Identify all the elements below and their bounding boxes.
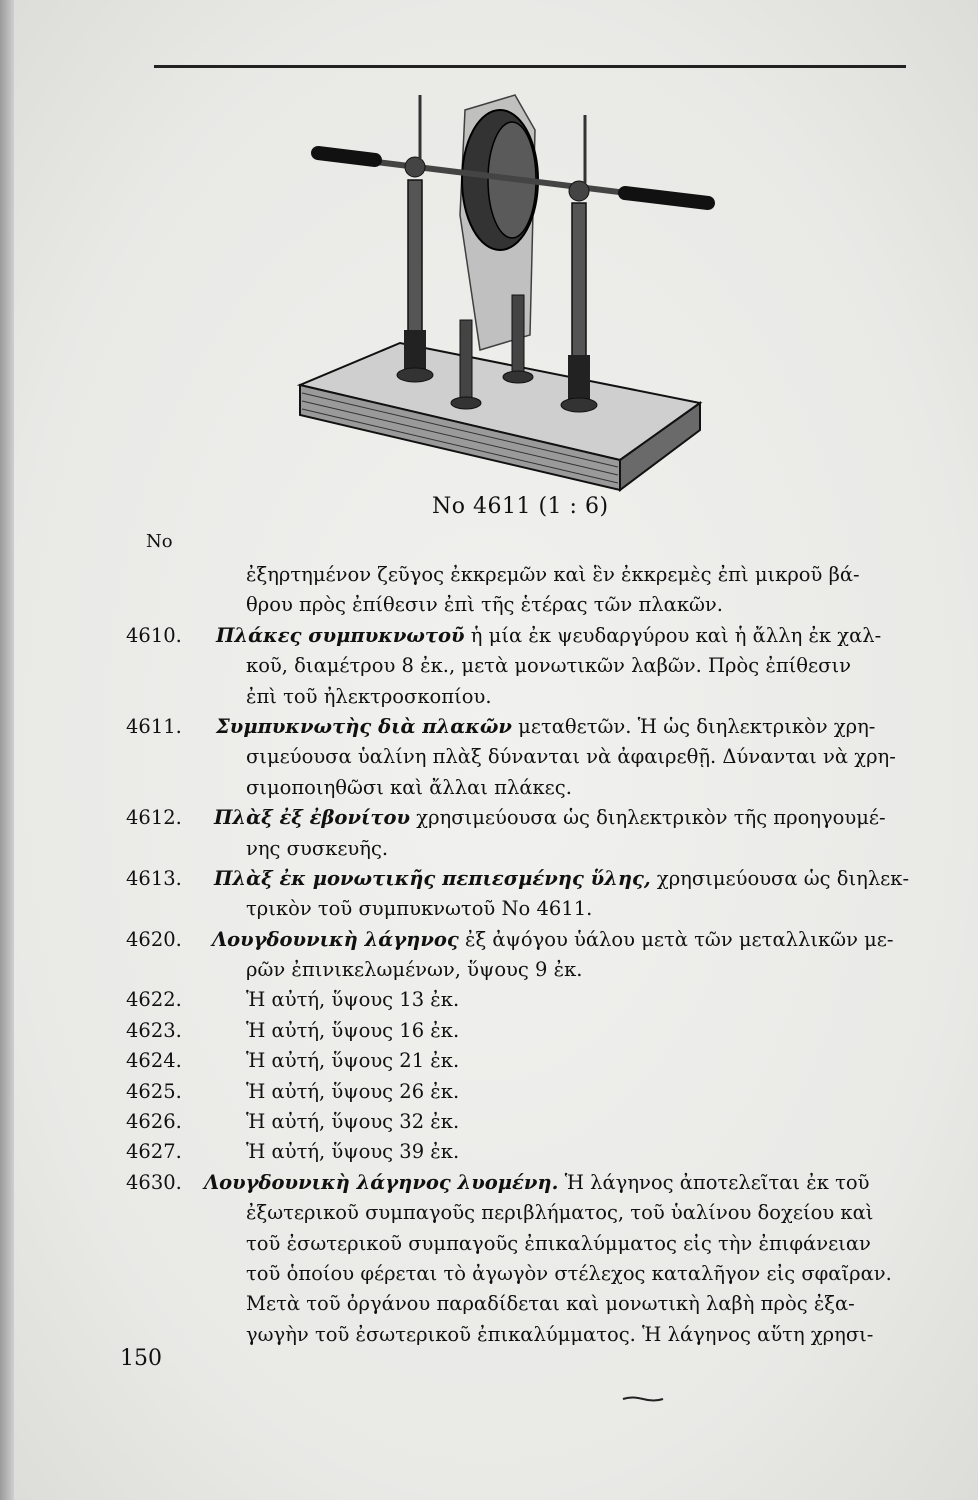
entry-4624: 4624. Ἡ αὐτή, ὕψους 21 ἐκ. — [126, 1046, 906, 1076]
entry-4620: 4620. Λουγδουνικὴ λάγηνος ἐξ ἀψόγου ὑάλου μετὰ τῶν μεταλλικῶν με- — [126, 925, 906, 955]
entry-number: 4624. — [126, 1049, 182, 1073]
text-line: κοῦ, διαμέτρου 8 ἐκ., μετὰ μονωτικῶν λαβῶν. Πρὸς ἐπίθεσιν — [246, 654, 851, 678]
entry-title: Πλάκες συμπυκνωτοῦ — [216, 623, 465, 647]
text-line: νης συσκευῆς. — [246, 836, 389, 860]
text-line: τοῦ ὁποίου φέρεται τὸ ἀγωγὸν στέλεχος καταλῆγον εἰς σφαῖραν. — [246, 1261, 892, 1285]
binding-gutter — [0, 0, 14, 1500]
entry-title: Πλὰξ ἐξ ἐβονίτου — [214, 806, 411, 830]
entry-4612: 4612. Πλὰξ ἐξ ἐβονίτου χρησιμεύουσα ὡς διηλεκτρικὸν τῆς προηγουμέ- — [126, 803, 906, 833]
entry-number: 4623. — [126, 1018, 182, 1042]
entry-4622: 4622. Ἡ αὐτή, ὕψους 13 ἐκ. — [126, 985, 906, 1015]
text-line: σιμεύουσα ὑαλίνη πλὰξ δύνανται νὰ ἀφαιρεθῇ. Δύνανται νὰ χρη- — [246, 745, 896, 769]
entry-title: Συμπυκνωτὴς διὰ πλακῶν — [216, 714, 512, 738]
condenser-illustration — [290, 85, 730, 500]
text-line: ἐξηρτημένον ζεῦγος ἐκκρεμῶν καὶ ἓν ἐκκρεμὲς ἐπὶ μικροῦ βά- — [246, 563, 860, 586]
no-label: No — [146, 531, 173, 552]
text-line: γωγὴν τοῦ ἐσωτερικοῦ ἐπικαλύμματος. Ἡ λάγηνος αὕτη χρησι- — [246, 1322, 874, 1346]
text-line: τρικὸν τοῦ συμπυκνωτοῦ No 4611. — [246, 897, 593, 921]
catalog-text — [126, 560, 910, 1350]
top-rule — [154, 65, 906, 68]
page-number: 150 — [120, 1346, 162, 1371]
entry-number: 4622. — [126, 988, 182, 1012]
text-line: ρῶν ἐπινικελωμένων, ὕψους 9 ἐκ. — [246, 958, 583, 982]
entry-4627: 4627. Ἡ αὐτή, ὕψους 39 ἐκ. — [126, 1137, 906, 1167]
entry-4630: 4630. Λουγδουνικὴ λάγηνος λυομένη. Ἡ λάγηνος ἀποτελεῖται ἐκ τοῦ — [126, 1168, 906, 1198]
entry-number: 4626. — [126, 1110, 182, 1134]
entry-4610: 4610. Πλάκες συμπυκνωτοῦ ἡ μία ἐκ ψευδαργύρου καὶ ἡ ἄλλη ἐκ χαλ- — [126, 621, 906, 651]
text-line: ἐπὶ τοῦ ἠλεκτροσκοπίου. — [246, 684, 492, 708]
entry-number: 4612. — [126, 806, 182, 830]
printer-mark — [622, 1395, 664, 1403]
entry-title: Λουγδουνικὴ λάγηνος — [212, 927, 459, 951]
entry-4613: 4613. Πλὰξ ἐκ μονωτικῆς πεπιεσμένης ὕλης, χρησιμεύουσα ὡς διηλεκ- — [126, 864, 906, 894]
text-line: ἐξωτερικοῦ συμπαγοῦς περιβλήματος, τοῦ ὑαλίνου δοχείου καὶ — [246, 1201, 874, 1225]
entry-title: Λουγδουνικὴ λάγηνος λυομένη. — [204, 1170, 559, 1194]
text-line: Μετὰ τοῦ ὀργάνου παραδίδεται καὶ μονωτικὴ λαβὴ πρὸς ἐξα- — [246, 1292, 855, 1316]
figure-caption: No 4611 (1 : 6) — [432, 494, 609, 519]
entry-4626: 4626. Ἡ αὐτή, ὕψους 32 ἐκ. — [126, 1107, 906, 1137]
entry-title: Πλὰξ ἐκ μονωτικῆς πεπιεσμένης ὕλης, — [214, 866, 651, 890]
entry-4611: 4611. Συμπυκνωτὴς διὰ πλακῶν μεταθετῶν. Ἡ ὡς διηλεκτρικὸν χρη- — [126, 712, 906, 742]
text-line: τοῦ ἐσωτερικοῦ συμπαγοῦς ἐπικαλύμματος εἰς τὴν ἐπιφάνειαν — [246, 1231, 871, 1255]
entry-number: 4627. — [126, 1140, 182, 1164]
entry-number: 4613. — [126, 866, 182, 890]
text-line: σιμοποιηθῶσι καὶ ἄλλαι πλάκες. — [246, 775, 572, 799]
entry-4625: 4625. Ἡ αὐτή, ὕψους 26 ἐκ. — [126, 1077, 906, 1107]
entry-number: 4620. — [126, 927, 182, 951]
entry-number: 4611. — [126, 714, 182, 738]
entry-number: 4610. — [126, 623, 182, 647]
entry-number: 4625. — [126, 1079, 182, 1103]
entry-4623: 4623. Ἡ αὐτή, ὕψους 16 ἐκ. — [126, 1016, 906, 1046]
entry-number: 4630. — [126, 1170, 182, 1194]
text-line: θρου πρὸς ἐπίθεσιν ἐπὶ τῆς ἑτέρας τῶν πλακῶν. — [246, 593, 723, 617]
